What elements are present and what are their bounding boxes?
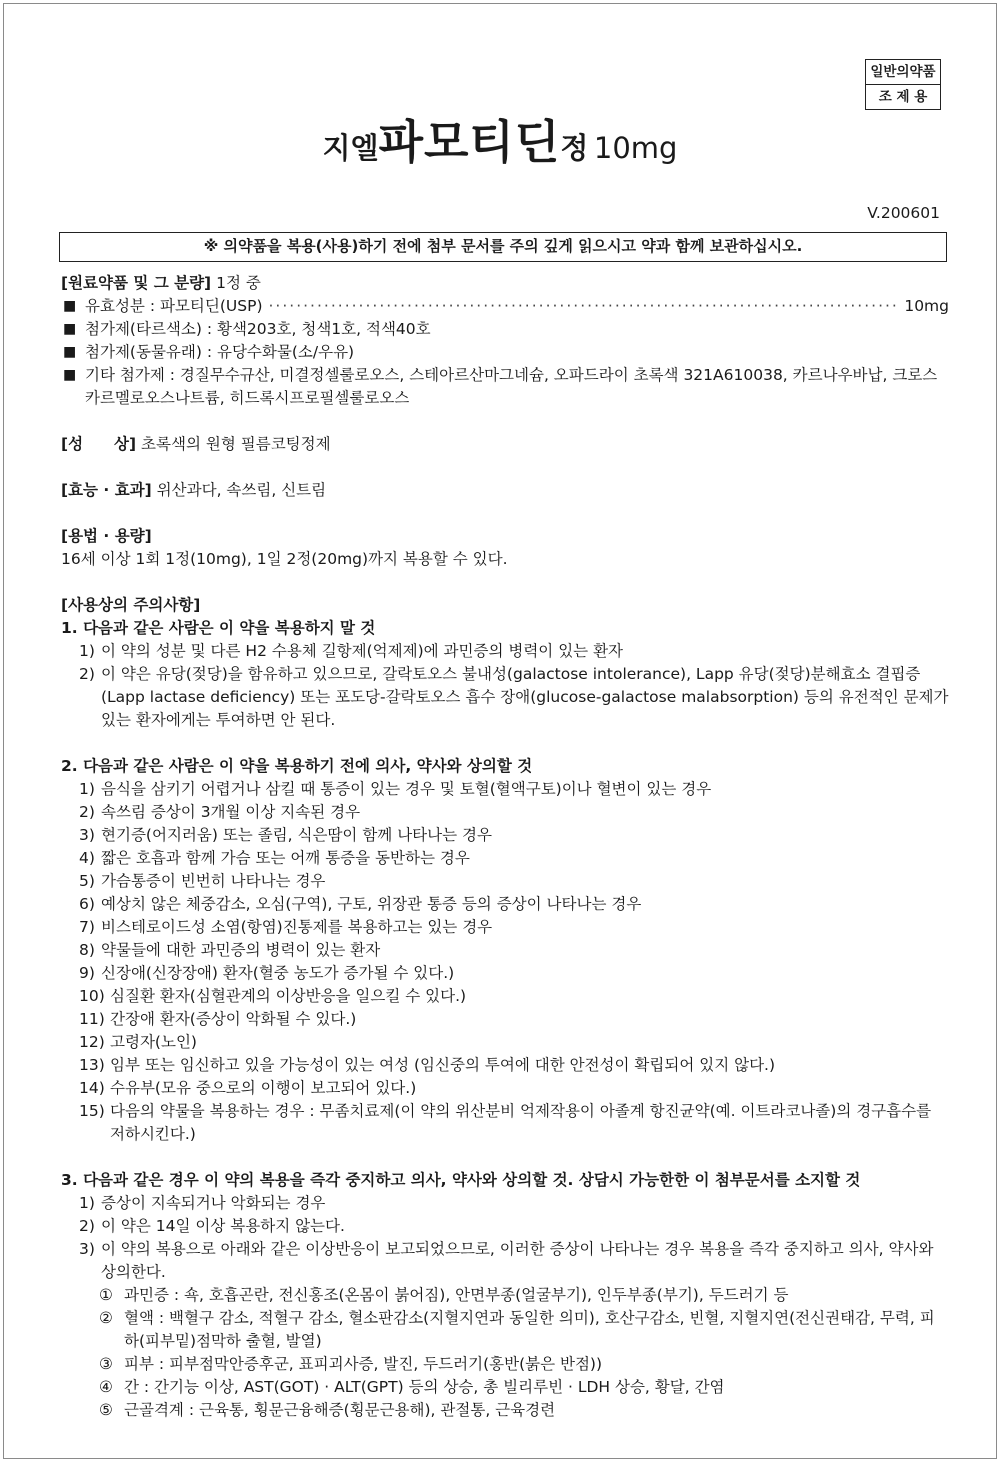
item-number: ① [99,1286,113,1304]
list-item [61,1031,949,1054]
item-number: 14) [79,1079,105,1097]
dosage-heading: [용법 · 용량] [61,527,152,545]
additive-row-2: ■ 첨가제(동물유래) : 유당수화물(소/우유) [61,341,949,364]
composition-heading: [원료약품 및 그 분량] 1정 중 [61,274,261,292]
item-text: 피부 : 피부점막안증후군, 표피괴사증, 발진, 두드러기(홍반(붉은 반점)) [124,1355,603,1373]
section-3-list [61,1192,949,1284]
item-number: 2) [79,803,95,821]
title-prefix: 지엘 [322,131,379,165]
item-number: 8) [79,941,95,959]
item-number: 1) [79,642,95,660]
item-number: ④ [99,1378,113,1396]
item-number: ⑤ [99,1401,113,1419]
active-ingredient-row [61,295,949,318]
section-3-title: 3. 다음과 같은 경우 이 약의 복용을 즉각 중지하고 의사, 약사와 상의할 것. 상담시 가능한한 이 첨부문서를 소지할 것 [61,1171,861,1189]
bullet-icon: ■ [63,321,77,337]
list-item [61,1008,949,1031]
list-item [61,1284,949,1307]
item-number: 13) [79,1056,105,1074]
item-text: 혈액 : 백혈구 감소, 적혈구 감소, 혈소판감소(지혈지연과 동일한 의미), 호산구감소, 빈혈, 지혈지연(전신권태감, 무력, 피하(피부밑)점막하 출혈, 발열) [124,1309,935,1350]
list-item [61,939,949,962]
item-text: 증상이 지속되거나 악화되는 경우 [101,1194,326,1212]
list-item [61,962,949,985]
item-number: 5) [79,872,95,890]
item-text: 이 약의 복용으로 아래와 같은 이상반응이 보고되었으므로, 이러한 증상이 나타나는 경우 복용을 즉각 중지하고 의사, 약사와 상의한다. [101,1240,934,1281]
item-number: 3) [79,826,95,844]
title-suffix: 정 [560,131,589,165]
item-number: ② [99,1309,113,1327]
item-text: 수유부(모유 중으로의 이행이 보고되어 있다.) [110,1079,417,1097]
list-item [61,1100,949,1146]
package-insert [3,3,997,1459]
item-text: 약물들에 대한 과민증의 병력이 있는 환자 [101,941,381,959]
item-text: 짧은 호흡과 함께 가슴 또는 어깨 통증을 동반하는 경우 [101,849,470,867]
list-item [61,640,949,663]
list-item [61,1353,949,1376]
item-number: ③ [99,1355,113,1373]
item-number: 7) [79,918,95,936]
item-text: 심질환 환자(심혈관계의 이상반응을 일으킬 수 있다.) [110,987,467,1005]
item-number: 15) [79,1102,105,1120]
efficacy-section: [효능 · 효과] 위산과다, 속쓰림, 신트림 [61,481,327,499]
title-dose: 10mg [593,131,678,165]
list-item [61,1376,949,1399]
item-text: 이 약은 유당(젖당)을 함유하고 있으므로, 갈락토오스 불내성(galactose intolerance), Lapp 유당(젖당)분해효소 결핍증(Lapp lactase deficiency) 또는 포도당-갈락토오스 흡수 장애(glucose-galactose malabsorption) 등의 유전적인 문제가 있는 환자에게는 투여하면 안 된다. [101,665,949,729]
list-item [61,985,949,1008]
item-text: 음식을 삼키기 어렵거나 삼킬 때 통증이 있는 경우 및 토혈(혈액구토)이나 혈변이 있는 경우 [101,780,712,798]
classification-badge [865,59,941,110]
list-item [61,916,949,939]
list-item [61,663,949,732]
item-text: 신장애(신장장애) 환자(혈중 농도가 증가될 수 있다.) [101,964,455,982]
list-item [61,1307,949,1353]
item-text: 간장애 환자(증상이 악화될 수 있다.) [110,1010,357,1028]
notice-box: ※ 의약품을 복용(사용)하기 전에 첨부 문서를 주의 깊게 읽으시고 약과 함께 보관하십시오. [59,232,947,262]
item-number: 12) [79,1033,105,1051]
section-2-title: 2. 다음과 같은 사람은 이 약을 복용하기 전에 의사, 약사와 상의할 것 [61,757,533,775]
item-text: 과민증 : 쇽, 호흡곤란, 전신홍조(온몸이 붉어짐), 안면부종(얼굴부기), 인두부종(부기), 두드러기 등 [124,1286,789,1304]
section-1-title: 1. 다음과 같은 사람은 이 약을 복용하지 말 것 [61,619,376,637]
item-text: 현기증(어지러움) 또는 졸림, 식은땀이 함께 나타나는 경우 [101,826,492,844]
active-amount: 10mg [904,297,949,315]
list-item [61,893,949,916]
item-number: 10) [79,987,105,1005]
item-number: 9) [79,964,95,982]
dispensing-label: 조 제 용 [866,84,940,109]
item-text: 예상치 않은 체중감소, 오심(구역), 구토, 위장관 통증 등의 증상이 나타나는 경우 [101,895,642,913]
item-text: 가슴통증이 빈번히 나타나는 경우 [101,872,326,890]
otc-label: 일반의약품 [870,64,936,80]
item-text: 속쓰림 증상이 3개월 이상 지속된 경우 [101,803,361,821]
additive-row-1: ■ 첨가제(타르색소) : 황색203호, 청색1호, 적색40호 [61,318,949,341]
item-number: 4) [79,849,95,867]
list-item [61,870,949,893]
list-item [61,1054,949,1077]
list-item [61,1077,949,1100]
list-item [61,1192,949,1215]
item-number: 3) [79,1240,95,1258]
precautions-heading: [사용상의 주의사항] [61,596,201,614]
item-number: 2) [79,1217,95,1235]
list-item [61,1215,949,1238]
item-text: 고령자(노인) [110,1033,197,1051]
item-number: 1) [79,1194,95,1212]
version-label: V.200601 [867,204,940,222]
appearance-section: [성 상] 초록색의 원형 필름코팅정제 [61,435,331,453]
other-additives-row: ■ 기타 첨가제 : 경질무수규산, 미결정셀룰로오스, 스테아르산마그네슘, 오파드라이 초록색 321A610038, 카르나우바납, 크로스카르멜로오스나트륨, 히드록시프로필셀룰로오스 [63,366,938,407]
item-number: 6) [79,895,95,913]
adverse-reactions-list [61,1284,949,1422]
product-title [4,112,996,183]
list-item [61,1399,949,1422]
item-number: 11) [79,1010,105,1028]
item-text: 비스테로이드성 소염(항염)진통제를 복용하고는 있는 경우 [101,918,493,936]
dot-leader [269,295,899,318]
item-number: 1) [79,780,95,798]
item-text: 간 : 간기능 이상, AST(GOT) · ALT(GPT) 등의 상승, 총 빌리루빈 · LDH 상승, 황달, 간염 [124,1378,725,1396]
item-text: 임부 또는 임신하고 있을 가능성이 있는 여성 (임신중의 투여에 대한 안전성이 확립되어 있지 않다.) [110,1056,776,1074]
bullet-icon: ■ [63,298,77,314]
section-2-list [61,778,949,1146]
item-text: 이 약은 14일 이상 복용하지 않는다. [101,1217,345,1235]
active-ingredient: 유효성분 : 파모티딘(USP) [85,297,263,315]
item-text: 다음의 약물을 복용하는 경우 : 무좀치료제(이 약의 위산분비 억제작용이 아졸계 항진균약(예. 이트라코나졸)의 경구흡수를 저하시킨다.) [110,1102,932,1143]
list-item [61,1238,949,1284]
item-text: 근골격계 : 근육통, 횡문근융해증(횡문근용해), 관절통, 근육경련 [124,1401,556,1419]
title-name: 파모티딘 [378,115,561,169]
dosage-text: 16세 이상 1회 1정(10mg), 1일 2정(20mg)까지 복용할 수 있다. [61,550,508,568]
document-body [61,272,949,1422]
list-item [61,847,949,870]
bullet-icon: ■ [63,344,77,360]
list-item [61,824,949,847]
list-item [61,778,949,801]
section-1-list [61,640,949,732]
item-number: 2) [79,665,95,683]
bullet-icon: ■ [63,367,77,383]
item-text: 이 약의 성분 및 다른 H2 수용체 길항제(억제제)에 과민증의 병력이 있는 환자 [101,642,624,660]
list-item [61,801,949,824]
